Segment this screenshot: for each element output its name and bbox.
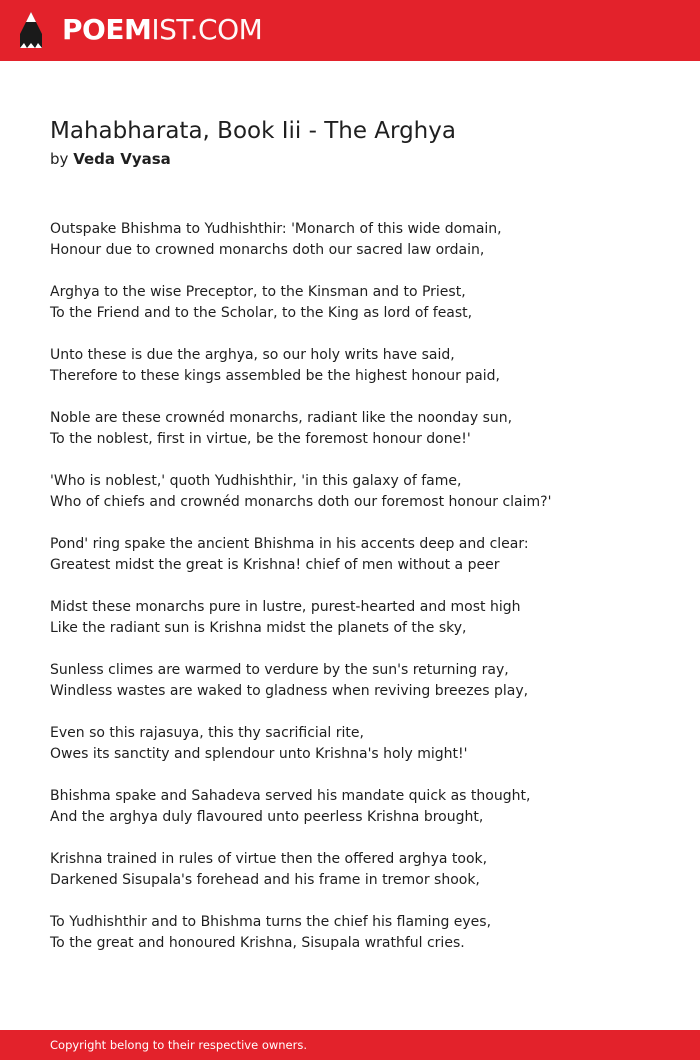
poem-line: To the Friend and to the Scholar, to the King as lord of feast,	[50, 305, 473, 321]
poem-line: Greatest midst the great is Krishna! chief of men without a peer	[50, 557, 500, 573]
poem-line: Sunless climes are warmed to verdure by the sun's returning ray,	[50, 662, 509, 678]
stanza	[50, 723, 670, 765]
site-logo[interactable]	[62, 12, 262, 48]
stanza	[50, 219, 670, 261]
poem-line: Owes its sanctity and splendour unto Krishna's holy might!'	[50, 746, 468, 762]
byline	[50, 149, 171, 169]
poem-line: Windless wastes are waked to gladness when reviving breezes play,	[50, 683, 529, 699]
pencil-tip-icon[interactable]	[16, 10, 46, 52]
by-label: by	[50, 150, 69, 168]
poem-line: Even so this rajasuya, this thy sacrificial rite,	[50, 725, 364, 741]
stanza	[50, 660, 670, 702]
stanza	[50, 534, 670, 576]
poem-line: Darkened Sisupala's forehead and his frame in tremor shook,	[50, 872, 480, 888]
poem-line: To the noblest, first in virtue, be the foremost honour done!'	[50, 431, 471, 447]
author-name[interactable]: Veda Vyasa	[73, 150, 171, 168]
poem-line: Outspake Bhishma to Yudhishthir: 'Monarch of this wide domain,	[50, 221, 502, 237]
poem-line: Therefore to these kings assembled be the highest honour paid,	[50, 368, 500, 384]
poem-line: Honour due to crowned monarchs doth our sacred law ordain,	[50, 242, 485, 258]
stanza	[50, 471, 670, 513]
poem-line: To Yudhishthir and to Bhishma turns the chief his flaming eyes,	[50, 914, 492, 930]
poem-line: 'Who is noblest,' quoth Yudhishthir, 'in this galaxy of fame,	[50, 473, 462, 489]
poem-body	[50, 219, 670, 975]
stanza	[50, 282, 670, 324]
poem-line: Who of chiefs and crownéd monarchs doth our foremost honour claim?'	[50, 494, 552, 510]
poem-line: Bhishma spake and Sahadeva served his mandate quick as thought,	[50, 788, 531, 804]
poem-title: Mahabharata, Book Iii - The Arghya	[50, 118, 456, 144]
poem-line: Pond' ring spake the ancient Bhishma in his accents deep and clear:	[50, 536, 529, 552]
logo-bold-part: POEM	[62, 13, 152, 46]
stanza	[50, 786, 670, 828]
logo-light-part: IST.COM	[151, 13, 263, 46]
poem-line: Unto these is due the arghya, so our holy writs have said,	[50, 347, 455, 363]
poem-line: Midst these monarchs pure in lustre, purest-hearted and most high	[50, 599, 521, 615]
site-header	[0, 0, 700, 61]
poem-line: Arghya to the wise Preceptor, to the Kinsman and to Priest,	[50, 284, 466, 300]
stanza	[50, 849, 670, 891]
stanza	[50, 597, 670, 639]
poem-line: To the great and honoured Krishna, Sisupala wrathful cries.	[50, 935, 465, 951]
poem-line: Like the radiant sun is Krishna midst the planets of the sky,	[50, 620, 467, 636]
stanza	[50, 345, 670, 387]
copyright-text: Copyright belong to their respective owners.	[50, 1038, 308, 1052]
stanza	[50, 408, 670, 450]
site-footer	[0, 1030, 700, 1060]
poem-line: Krishna trained in rules of virtue then the offered arghya took,	[50, 851, 488, 867]
poem-line: Noble are these crownéd monarchs, radiant like the noonday sun,	[50, 410, 513, 426]
stanza	[50, 912, 670, 954]
poem-line: And the arghya duly flavoured unto peerless Krishna brought,	[50, 809, 484, 825]
